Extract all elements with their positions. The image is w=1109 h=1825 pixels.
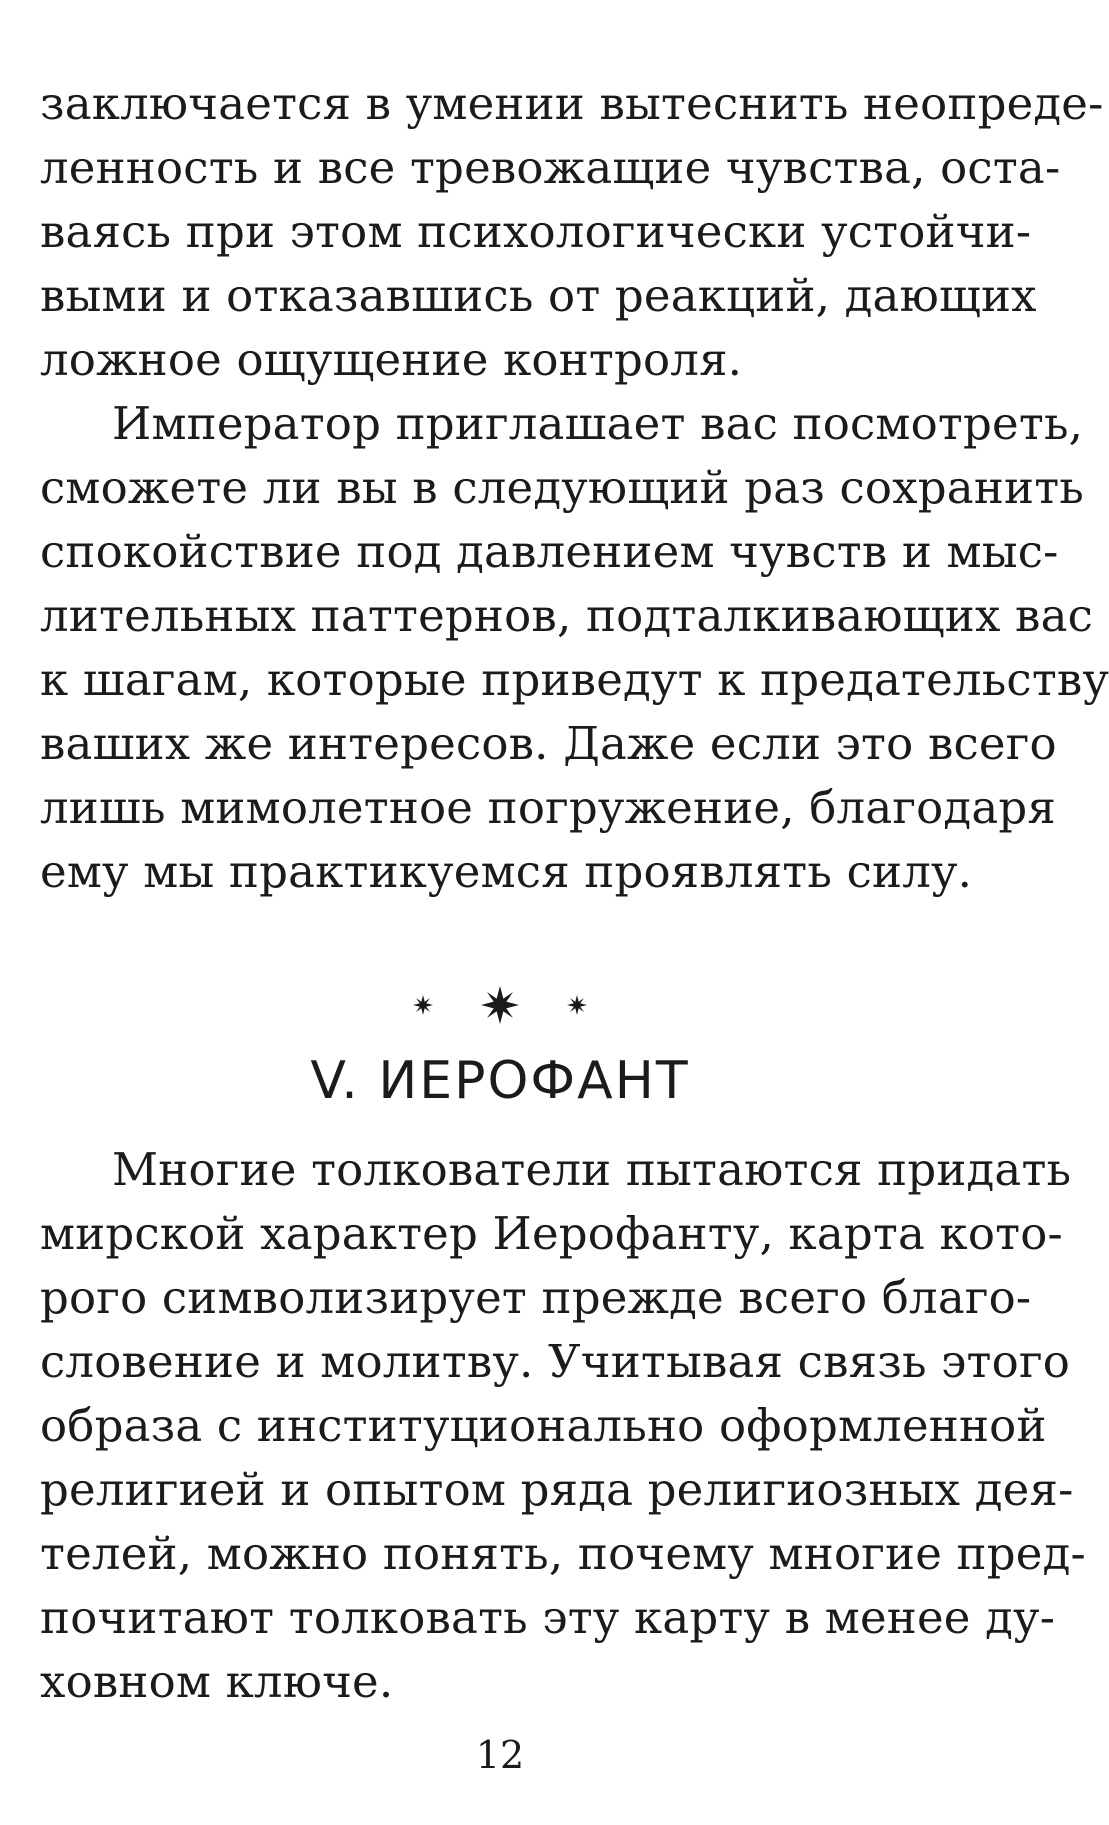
text-line: словение и молитву. Учитывая связь этого (40, 1335, 1071, 1388)
section-heading: V. ИЕРОФАНТ (310, 1051, 690, 1111)
text-line: ложное ощущение контроля. (40, 333, 743, 386)
text-line: спокойствие под давлением чувств и мыс- (40, 525, 1059, 578)
text-line: мирской характер Иерофанту, карта кото- (40, 1207, 1063, 1260)
text-line: выми и отказавшись от реакций, дающих (40, 269, 1037, 322)
text-line: ему мы практикуемся проявлять силу. (40, 845, 973, 898)
text-line: образа с институционально оформленной (40, 1399, 1047, 1452)
text-line: Многие толкователи пытаются придать (112, 1143, 1072, 1196)
text-line: лишь мимолетное погружение, благодаря (40, 781, 1056, 834)
large-star-icon (480, 985, 520, 1025)
text-line: телей, можно понять, почему многие пред- (40, 1527, 1086, 1580)
small-star-icon (566, 994, 588, 1016)
text-line: религией и опытом ряда религиозных дея- (40, 1463, 1074, 1516)
text-line: заключается в умении вытеснить неопреде- (40, 77, 1104, 130)
text-line: ленность и все тревожащие чувства, оста- (40, 141, 1061, 194)
page-number: 12 (475, 1733, 525, 1777)
text-line: рого символизирует прежде всего благо- (40, 1271, 1032, 1324)
text-line: Император приглашает вас посмотреть, (112, 397, 1084, 450)
text-line: ваясь при этом психологически устойчи- (40, 205, 1032, 258)
text-line: ховном ключе. (40, 1655, 394, 1708)
section-ornament (0, 980, 1000, 1030)
text-line: почитают толковать эту карту в менее ду- (40, 1591, 1056, 1644)
text-line: лительных паттернов, подталкивающих вас (40, 589, 1093, 642)
text-line: ваших же интересов. Даже если это всего (40, 717, 1057, 770)
small-star-icon (412, 994, 434, 1016)
text-line: сможете ли вы в следующий раз сохранить (40, 461, 1085, 514)
text-line: к шагам, которые приведут к предательству (40, 653, 1109, 706)
